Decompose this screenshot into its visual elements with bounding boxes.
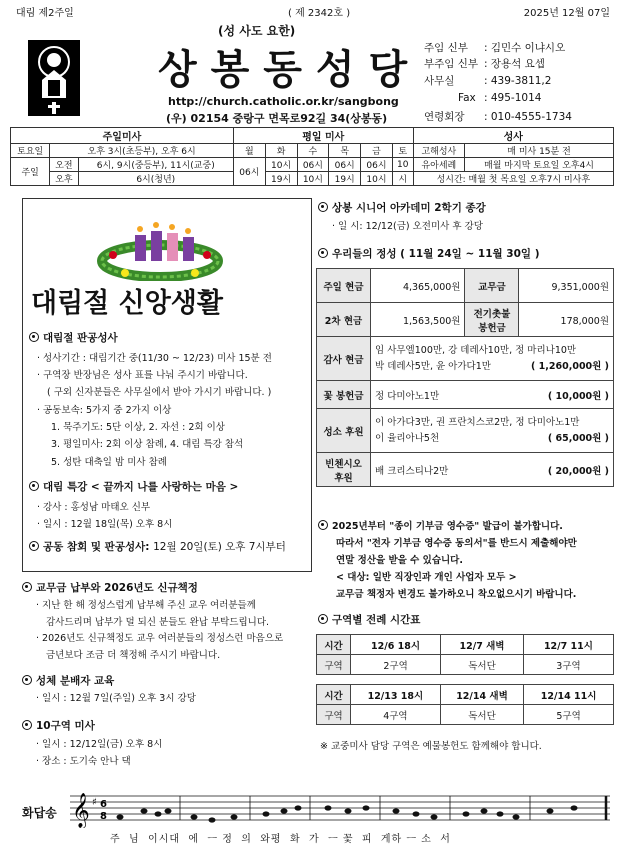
am-label: 오전 (50, 158, 78, 172)
parish-logo (28, 40, 80, 116)
schedule-zone: 독서단 (440, 705, 523, 725)
top-line (16, 4, 610, 18)
advent-line: · 일시 : 12월 18일(목) 오후 8시 (37, 519, 173, 530)
receipt-line: < 대상: 일반 직장인과 개인 사업자 모두 > (336, 572, 517, 583)
saturday-time: 오후 3시(초등부), 오후 6시 (50, 144, 234, 158)
weekday-time: 10시 (265, 158, 297, 172)
sunday-mass-header: 주일미사 (11, 128, 234, 144)
staff-row-funeral: 연령회장 : 010-4555-1734 (424, 111, 572, 123)
advent-line: · 성사기간 : 대림기간 중(11/30 ~ 12/23) 미사 15분 전 (37, 353, 272, 364)
parish-address: (우) 02154 중랑구 면목로92길 34(상봉동) (166, 112, 388, 125)
offering-label: 꽃 봉헌금 (317, 381, 371, 409)
day-sat: 토 (392, 144, 413, 158)
confession-label: 고해성사 (413, 144, 464, 158)
receipt-line: 연말 정산을 받을 수 있습니다. (336, 555, 463, 566)
notice-line: · 장소 : 도기숙 안나 댁 (36, 756, 131, 767)
advent-wreath-icon (95, 213, 225, 281)
offering-value: 4,365,000원 (371, 269, 465, 303)
pm-label: 오후 (50, 172, 78, 186)
sat-time-unit: 시 (392, 172, 413, 186)
advent-line: 3. 평일미사: 2회 이상 참례, 4. 대림 특강 참석 (51, 439, 244, 450)
banner-title: 대림절 신앙생활 (31, 288, 223, 319)
baptism-time: 매월 마지막 토요일 오후4시 (465, 158, 614, 172)
zone10-heading: 10구역 미사 (22, 718, 95, 733)
schedule-time: 12/7 11시 (523, 635, 613, 655)
bullet-icon (318, 202, 328, 212)
offering-label: 빈첸시오 후원 (317, 453, 371, 487)
schedule-zone: 2구역 (351, 655, 441, 675)
zone-label: 구역 (317, 655, 351, 675)
offering-label: 감사 현금 (317, 337, 371, 381)
weekday-time: 10시 (361, 172, 393, 186)
staff-row-office: 사무실 : 439-3811,2 (424, 75, 552, 87)
offering-value: 178,000원 (519, 303, 614, 337)
parish-name: 상봉동성당 (158, 47, 422, 93)
schedule-time: 12/14 새벽 (440, 685, 523, 705)
weekday-time: 06시 (297, 158, 329, 172)
offering-label: 주일 현금 (317, 269, 371, 303)
vocation-detail: 이 아가다3만, 권 프란치스코2만, 정 다미아노1만 이 율리아나5천 ( 65,000원 ) (371, 409, 614, 453)
confession-time: 매 미사 15분 전 (465, 144, 614, 158)
am-time: 6시, 9시(중등부), 11시(교중) (78, 158, 233, 172)
schedule-time: 12/14 11시 (524, 685, 614, 705)
svg-text:8: 8 (100, 811, 107, 822)
schedule-zone: 3구역 (523, 655, 613, 675)
schedule-time: 12/6 18시 (351, 635, 441, 655)
advent-box (22, 198, 312, 572)
sacrament-header: 성사 (413, 128, 613, 144)
notice-line: 감사드리며 납부가 덜 되신 분들도 완납 부탁드립니다. (46, 617, 270, 628)
weekday-time: 06시 (329, 158, 361, 172)
bullet-icon (22, 720, 32, 730)
advent-line: ( 구외 신자분들은 사무실에서 받아 가시기 바랍니다. ) (47, 387, 272, 398)
weekday-time: 19시 (265, 172, 297, 186)
mass-schedule-table (10, 127, 614, 186)
baptism-label: 유아세례 (413, 158, 464, 172)
advent-line: · 공동보속: 5가지 중 2가지 이상 (37, 405, 172, 416)
academy-line: · 일 시: 12/12(금) 오전미사 후 강당 (332, 221, 483, 232)
schedule-time: 12/7 새벽 (441, 635, 524, 655)
offering-label: 성소 후원 (317, 409, 371, 453)
schedule-zone: 5구역 (524, 705, 614, 725)
psalm-staff-notation (70, 788, 614, 828)
holy-hour: 성시간: 매월 첫 목요일 오후7시 미사후 (413, 172, 613, 186)
offering-heading: 우리들의 정성 ( 11월 24일 ~ 11월 30일 ) (318, 246, 540, 261)
saturday-label: 토요일 (11, 144, 50, 158)
tithe-heading: 교무금 납부와 2026년도 신규책정 (22, 580, 198, 595)
advent-confession-heading: 대림절 판공성사 (29, 330, 118, 345)
offering-label: 전기촛불 봉헌금 (465, 303, 519, 337)
schedule-note: ※ 교중미사 담당 구역은 예물봉헌도 함께해야 합니다. (320, 741, 542, 752)
staff-row-fax: Fax : 495-1014 (458, 92, 542, 104)
notice-line: · 2026년도 신규책정도 교우 여러분들의 정성스런 마음으로 (36, 633, 284, 644)
issue-date: 2025년 12월 07일 (523, 8, 610, 19)
svg-text:♯: ♯ (92, 797, 97, 808)
communion-heading: 성체 분배자 교육 (22, 673, 114, 688)
offering-value: 9,351,000원 (519, 269, 614, 303)
day-fri: 금 (361, 144, 393, 158)
zone-label: 구역 (317, 705, 351, 725)
offering-value: 1,563,500원 (371, 303, 465, 337)
psalm-lyrics: 주 님 이시대 에 ㅡ 정 의 와평 화 가 ㅡ 꽃 피 게하 ㅡ 소 서 (110, 834, 451, 845)
offering-label: 2차 현금 (317, 303, 371, 337)
bullet-icon (29, 481, 39, 491)
thanks-detail: 임 사무엘100만, 강 데레사10만, 정 마리나10만 박 데레사5만, 윤 아가다1만 ( 1,260,000원 ) (371, 337, 614, 381)
issue-number: ( 제 2342호 ) (288, 8, 351, 19)
parish-url[interactable]: http://church.catholic.or.kr/sangbong (168, 95, 399, 108)
day-mon: 월 (233, 144, 265, 158)
bullet-icon (318, 614, 328, 624)
sat-time: 10 (392, 158, 413, 172)
notice-line: · 일시 : 12/12일(금) 오후 8시 (36, 739, 163, 750)
vincent-detail: 배 크리스티나2만 ( 20,000원 ) (371, 453, 614, 487)
liturgical-week: 대림 제2주일 (16, 8, 74, 19)
schedule-time: 12/13 18시 (351, 685, 441, 705)
offering-table (316, 268, 614, 487)
receipt-line: 교무금 책정자 변경도 불가하오니 착오없으시기 바랍니다. (336, 589, 577, 600)
advent-line: · 구역장 반장님은 성사 표를 나눠 주시기 바랍니다. (37, 370, 248, 381)
schedule-heading: 구역별 전례 시간표 (318, 612, 420, 627)
sunday-label: 주일 (11, 158, 50, 186)
receipt-line: 따라서 "전자 기부금 영수증 동의서"를 반드시 제출해야만 (336, 538, 577, 549)
offering-label: 교무금 (465, 269, 519, 303)
bullet-icon (29, 332, 39, 342)
advent-penance-heading: 공동 참회 및 판공성사: 12월 20일(토) 오후 7시부터 (29, 539, 286, 554)
bullet-icon (22, 582, 32, 592)
day-tue: 화 (265, 144, 297, 158)
zone-schedule-week2 (316, 684, 614, 725)
weekday-time: 10시 (297, 172, 329, 186)
pm-time: 6시(청년) (78, 172, 233, 186)
staff-row-pastor: 주임 신부 : 김민수 이냐시오 (424, 42, 566, 54)
day-thu: 목 (329, 144, 361, 158)
weekday-time: 19시 (329, 172, 361, 186)
psalm-label: 화답송 (22, 806, 57, 820)
receipt-heading: 2025년부터 "종이 기부금 영수증" 발급이 불가합니다. (318, 518, 563, 532)
advent-line: · 강사 : 홍성남 마태오 신부 (37, 502, 151, 513)
flower-detail: 정 다미아노1만 ( 10,000원 ) (371, 381, 614, 409)
patron-saint: (성 사도 요한) (218, 24, 296, 38)
bullet-icon (29, 541, 39, 551)
staff-row-assistant: 부주임 신부 : 장용석 요셉 (424, 58, 545, 70)
day-wed: 수 (297, 144, 329, 158)
bullet-icon (318, 520, 328, 530)
schedule-zone: 4구역 (351, 705, 441, 725)
bullet-icon (318, 248, 328, 258)
svg-text:𝄞: 𝄞 (72, 793, 90, 828)
notice-line: · 일시 : 12월 7일(주일) 오후 3시 강당 (36, 693, 196, 704)
advent-lecture-heading: 대림 특강 < 끝까지 나를 사랑하는 마음 > (29, 479, 238, 494)
time-label: 시간 (317, 685, 351, 705)
zone-schedule-week1 (316, 634, 614, 675)
weekday-mass-header: 평일 미사 (233, 128, 413, 144)
weekday-time: 06시 (361, 158, 393, 172)
svg-text:6: 6 (100, 799, 107, 810)
schedule-zone: 독서단 (441, 655, 524, 675)
advent-line: 1. 묵주기도: 5단 이상, 2. 자선 : 2회 이상 (51, 422, 225, 433)
advent-line: 5. 성탄 대축일 밤 미사 참례 (51, 457, 167, 468)
time-label: 시간 (317, 635, 351, 655)
bullet-icon (22, 675, 32, 685)
academy-heading: 상봉 시니어 아카데미 2학기 종강 (318, 200, 486, 215)
notice-line: · 지난 한 해 정성스럽게 납부해 주신 교우 여러분들께 (36, 600, 256, 611)
mon-time: 06시 (233, 158, 265, 186)
notice-line: 금년보다 조금 더 책정해 주시기 바랍니다. (46, 650, 221, 661)
